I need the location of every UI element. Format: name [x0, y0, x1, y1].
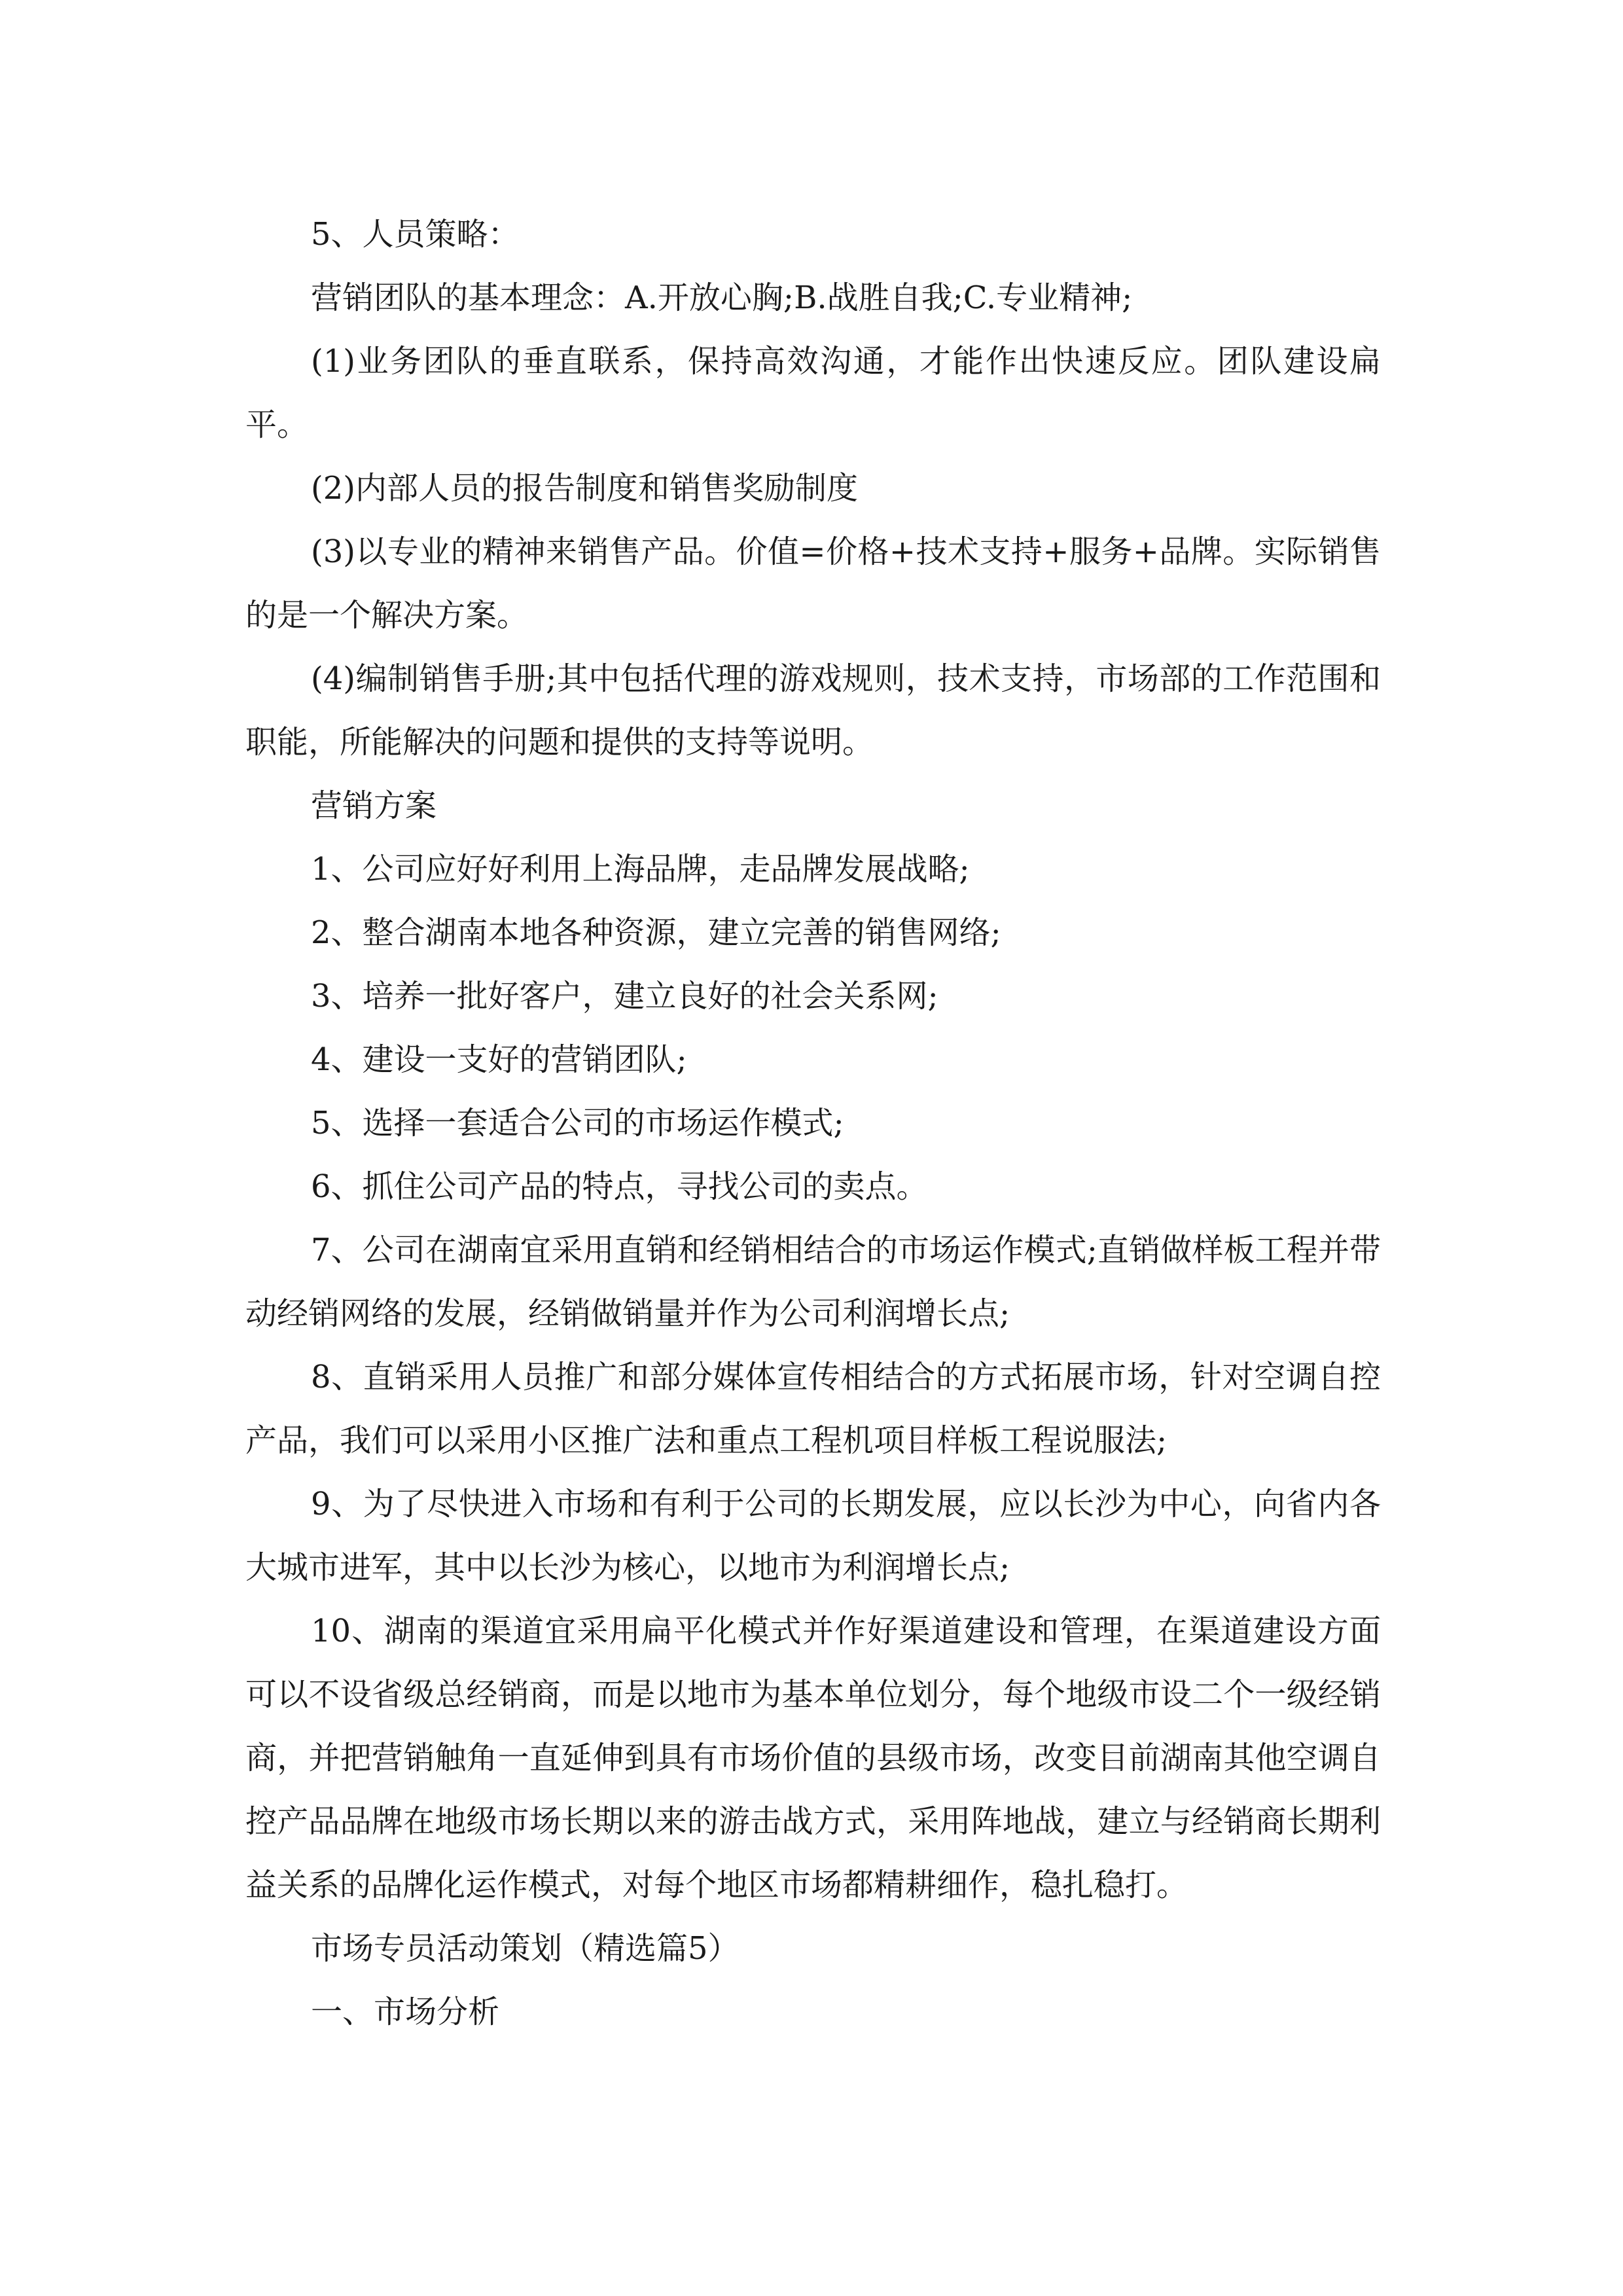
- paragraph-team-philosophy: 营销团队的基本理念：A.开放心胸;B.战胜自我;C.专业精神;: [311, 279, 1133, 316]
- section-heading-market-analysis: 一、市场分析: [311, 1994, 500, 2030]
- paragraph-item-2: (2)内部人员的报告制度和销售奖励制度: [311, 470, 858, 507]
- list-item: 9、为了尽快进入市场和有利于公司的长期发展，应以长沙为中心，向省内各大城市进军，其中以长沙为核心，以地市为利润增长点;: [245, 1486, 1381, 1586]
- list-item: 2、整合湖南本地各种资源，建立完善的销售网络;: [311, 914, 1001, 951]
- list-item: 1、公司应好好利用上海品牌，走品牌发展战略;: [311, 851, 970, 888]
- section-heading-marketing-plan: 营销方案: [311, 787, 437, 824]
- list-item: 3、培养一批好客户，建立良好的社会关系网;: [311, 978, 938, 1014]
- list-item: 10、湖南的渠道宜采用扁平化模式并作好渠道建设和管理，在渠道建设方面可以不设省级总经销商，而是以地市为基本单位划分，每个地级市设二个一级经销商，并把营销触角一直延伸到具有市场价值的县级市场，改变目前湖南其他空调自控产品品牌在地级市场长期以来的游击战方式，采用阵地战，建立与经销商长期利益关系的品牌化运作模式，对每个地区市场都精耕细作，稳扎稳打。: [245, 1613, 1381, 1903]
- list-item: 7、公司在湖南宜采用直销和经销相结合的市场运作模式;直销做样板工程并带动经销网络的发展，经销做销量并作为公司利润增长点;: [245, 1232, 1381, 1332]
- list-item: 6、抓住公司产品的特点，寻找公司的卖点。: [311, 1168, 928, 1205]
- document-body: [245, 203, 1381, 2044]
- paragraph-item-3: (3)以专业的精神来销售产品。价值=价格+技术支持+服务+品牌。实际销售的是一个解决方案。: [245, 533, 1381, 634]
- list-item: 4、建设一支好的营销团队;: [311, 1041, 687, 1078]
- section-heading-personnel-strategy: 5、人员策略：: [311, 216, 520, 253]
- list-item: 8、直销采用人员推广和部分媒体宣传相结合的方式拓展市场，针对空调自控产品，我们可以采用小区推广法和重点工程机项目样板工程说服法;: [245, 1359, 1381, 1459]
- paragraph-item-1: (1)业务团队的垂直联系，保持高效沟通，才能作出快速反应。团队建设扁平。: [245, 343, 1381, 443]
- paragraph-item-4: (4)编制销售手册;其中包括代理的游戏规则，技术支持，市场部的工作范围和职能，所能解决的问题和提供的支持等说明。: [245, 660, 1381, 761]
- section-heading-activity-plan: 市场专员活动策划（精选篇5）: [311, 1930, 740, 1967]
- list-item: 5、选择一套适合公司的市场运作模式;: [311, 1105, 844, 1141]
